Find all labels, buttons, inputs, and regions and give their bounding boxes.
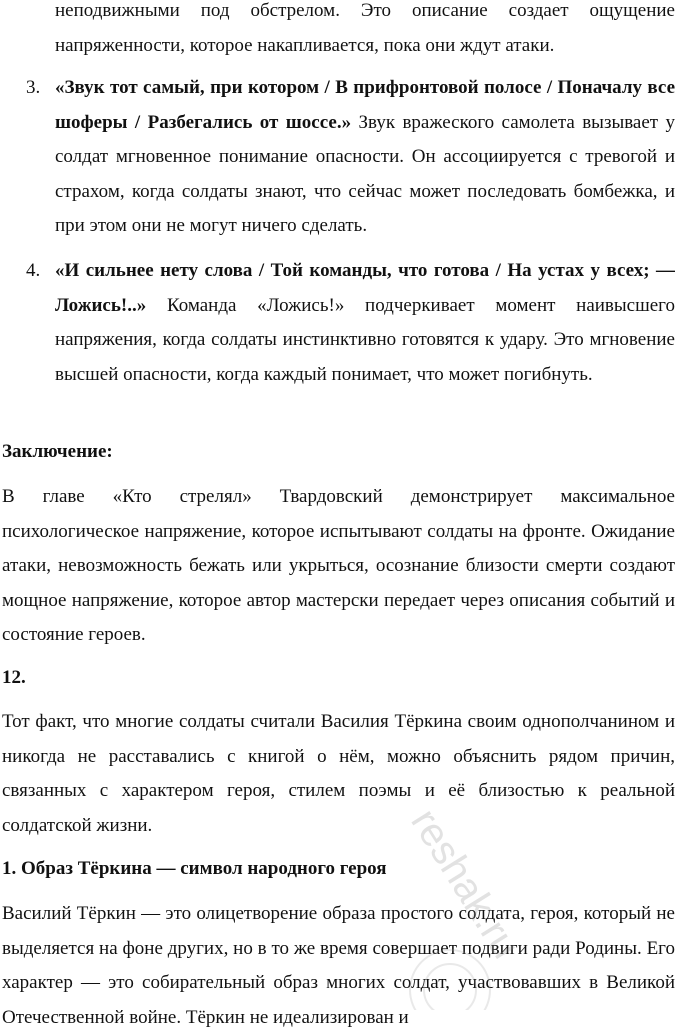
task-intro-paragraph: Тот факт, что многие солдаты считали Василия Тёркина своим однополчанином и никогда не расставались с книгой о нём, можно объяснить рядом причин, связанных с характером героя, стилем поэмы и её близостью к реальной солдатской жизни. [2,711,675,836]
poem-quote: «Звук тот самый, при котором / В прифронтовой полосе / Поначалу все шоферы / Разбегались от шоссе.» [55,77,675,133]
list-item-number: 4. [26,260,41,281]
section-heading: 1. Образ Тёркина — символ народного героя [2,858,387,879]
quote-explanation: Команда «Ложись!» подчеркивает момент наивысшего напряжения, когда солдаты инстинктивно готовятся к удару. Это мгновение высшей опасности, когда каждый понимает, что может погибнуть. [55,294,675,385]
continued-paragraph: неподвижными под обстрелом. Это описание создает ощущение напряженности, которое накапливается, пока они ждут атаки. [55,0,675,56]
list-item-4 [55,254,675,392]
task-number: 12. [2,667,26,688]
quote-explanation: Звук вражеского самолета вызывает у солдат мгновенное понимание опасности. Он ассоциируется с тревогой и страхом, когда солдаты знают, что сейчас может последовать бомбежка, и при этом они не могут ничего сделать. [55,111,675,236]
watermark-text: reshak.ru [402,801,529,967]
conclusion-heading: Заключение: [2,441,113,462]
list-item-number: 3. [26,77,41,98]
list-item-3 [55,71,675,244]
section-paragraph: Василий Тёркин — это олицетворение образа простого солдата, героя, который не выделяется на фоне других, но в то же время совершает подвиги ради Родины. Его характер — это собирательный образ многих солдат, участвовавших в Великой Отечественной войне. Тёркин не идеализирован и [2,903,675,1028]
poem-quote: «И сильнее нету слова / Той команды, что готова / На устах у всех; — Ложись!..» [55,260,675,316]
conclusion-paragraph: В главе «Кто стрелял» Твардовский демонстрирует максимальное психологическое напряжение, которое испытывают солдаты на фронте. Ожидание атаки, невозможность бежать или укрыться, осознание близости смерти создают мощное напряжение, которое автор мастерски передает через описания событий и состояние героев. [2,486,675,645]
